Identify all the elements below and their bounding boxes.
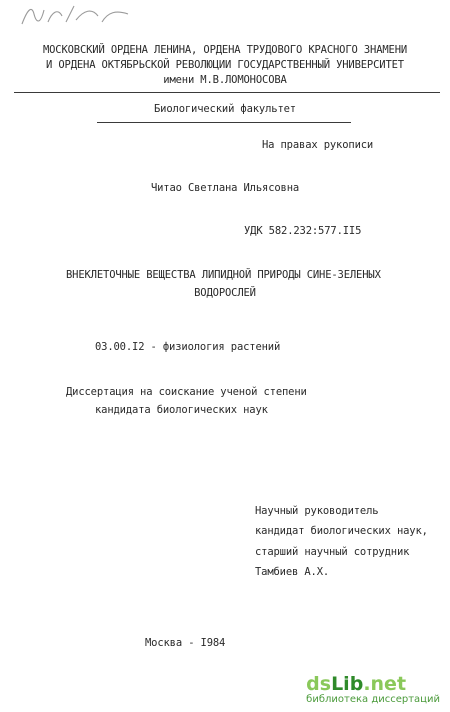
thesis-title-line-1: ВНЕКЛЕТОЧНЫЕ ВЕЩЕСТВА ЛИПИДНОЙ ПРИРОДЫ СИНЕ-ЗЕЛЕНЫХ [66,269,381,281]
faculty-underline [97,122,351,123]
supervisor-line-2: кандидат биологических наук, [255,525,428,537]
degree-line-2: кандидата биологических наук [95,404,268,416]
dslib-subtitle: библиотека диссертаций [306,694,440,705]
university-name-line-2: И ОРДЕНА ОКТЯБРЬСКОЙ РЕВОЛЮЦИИ ГОСУДАРСТВЕННЫЙ УНИВЕРСИТЕТ [46,59,404,71]
udc-code: УДК 582.232:577.II5 [244,225,362,237]
dslib-logo: dsLib.net [306,673,407,695]
supervisor-line-1: Научный руководитель [255,505,379,517]
handwritten-signature [18,2,138,28]
university-name-line-1: МОСКОВСКИЙ ОРДЕНА ЛЕНИНА, ОРДЕНА ТРУДОВОГО КРАСНОГО ЗНАМЕНИ [42,44,408,56]
supervisor-line-3: старший научный сотрудник [255,546,410,558]
faculty-name: Биологический факультет [154,103,296,115]
university-name-line-3: имени М.В.ЛОМОНОСОВА [163,74,287,86]
header-divider [14,92,440,93]
manuscript-rights: На правах рукописи [262,139,374,151]
author-name: Читао Светлана Ильясовна [150,182,300,194]
thesis-title-line-2: ВОДОРОСЛЕЙ [194,287,256,299]
dslib-watermark [306,674,440,706]
supervisor-line-4: Тамбиев А.Х. [255,566,330,578]
specialty-code: 03.00.I2 - физиология растений [95,341,281,353]
degree-line-1: Диссертация на соискание ученой степени [66,386,307,398]
place-and-year: Москва - I984 [145,637,226,649]
